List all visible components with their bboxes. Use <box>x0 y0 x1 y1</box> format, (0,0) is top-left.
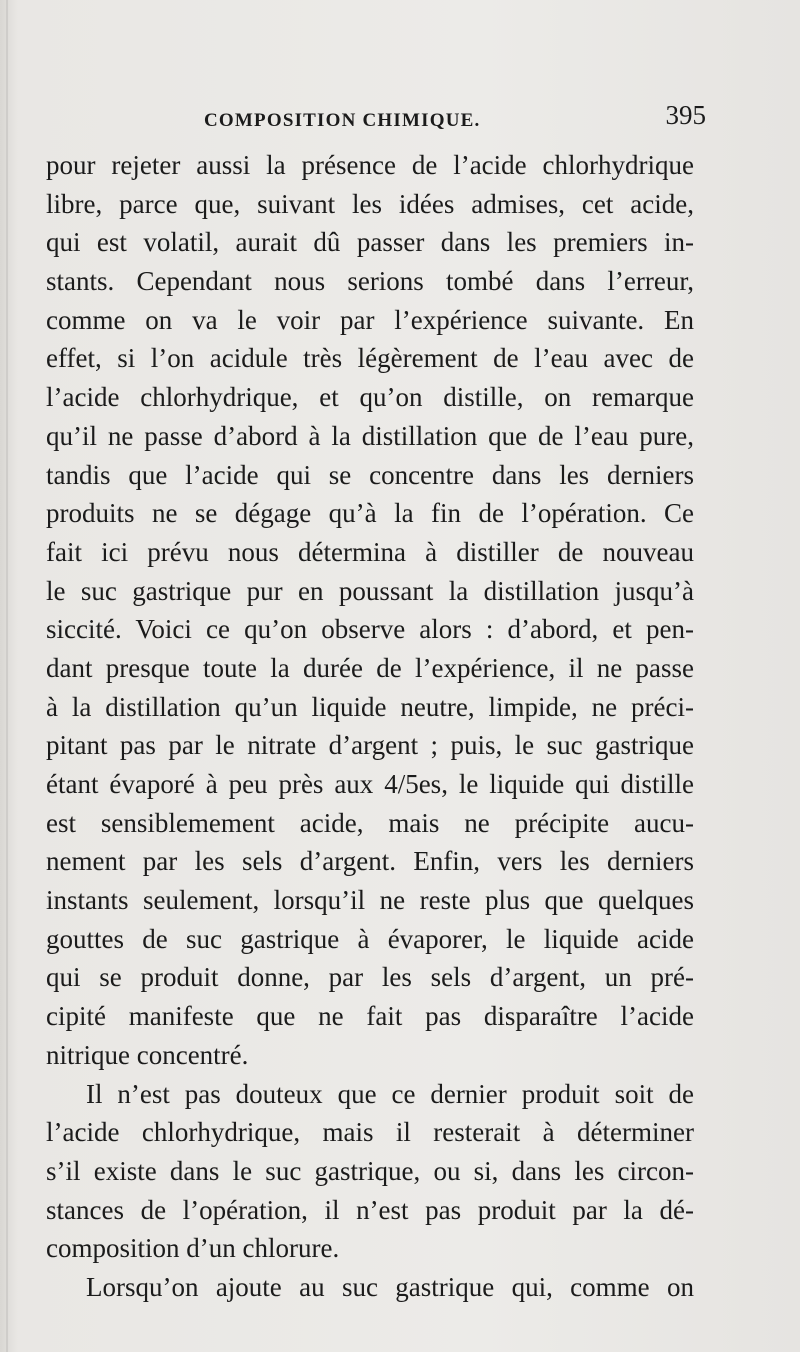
text-line: Lorsqu’on ajoute au suc gastrique qui, comme on <box>86 1271 694 1302</box>
text-line: l’acide chlorhydrique, mais il resterait à déterminer <box>46 1117 694 1148</box>
text-line: cipité manifeste que ne fait pas disparaître l’acide <box>46 1001 694 1032</box>
text-line: fait ici prévu nous détermina à distiller de nouveau <box>46 536 694 567</box>
text-line: étant évaporé à peu près aux 4/5es, le liquide qui distille <box>46 769 694 799</box>
text-line: gouttes de suc gastrique à évaporer, le liquide acide <box>46 923 694 954</box>
text-line: composition d’un chlorure. <box>46 1233 340 1264</box>
text-line: instants seulement, lorsqu’il ne reste plus que quelques <box>46 885 694 916</box>
text-line: siccité. Voici ce qu’on observe alors : d’abord, et pen- <box>46 614 694 645</box>
text-line: est sensiblemement acide, mais ne précipite aucu- <box>46 807 694 838</box>
text-line: effet, si l’on acidule très légèrement de l’eau avec de <box>46 343 694 374</box>
text-line: dant presque toute la durée de l’expérience, il ne passe <box>46 652 694 683</box>
text-line: qui est volatil, aurait dû passer dans les premiers in- <box>46 227 694 258</box>
text-line: pour rejeter aussi la présence de l’acide chlorhydrique <box>46 150 694 180</box>
text-line: stants. Cependant nous serions tombé dans l’erreur, <box>46 266 694 297</box>
text-line: nement par les sels d’argent. Enfin, vers les derniers <box>46 846 694 877</box>
text-line: qu’il ne passe d’abord à la distillation que de l’eau pure, <box>46 420 694 451</box>
text-line: produits ne se dégage qu’à la fin de l’opération. Ce <box>46 498 694 529</box>
text-line: l’acide chlorhydrique, et qu’on distille, on remarque <box>46 382 694 413</box>
page-number: 395 <box>665 100 706 130</box>
text-line: nitrique concentré. <box>46 1039 249 1070</box>
page-gutter <box>6 0 8 1352</box>
text-line: pitant pas par le nitrate d’argent ; puis, le suc gastrique <box>46 730 694 761</box>
text-line: Il n’est pas douteux que ce dernier produit soit de <box>86 1078 694 1109</box>
text-line: qui se produit donne, par les sels d’argent, un pré- <box>46 962 694 993</box>
body-text <box>46 146 694 1307</box>
text-line: le suc gastrique pur en poussant la distillation jusqu’à <box>46 575 694 606</box>
text-line: libre, parce que, suivant les idées admises, cet acide, <box>46 188 694 219</box>
text-line: tandis que l’acide qui se concentre dans les derniers <box>46 459 694 490</box>
page-header <box>40 96 730 136</box>
text-line: comme on va le voir par l’expérience suivante. En <box>46 304 694 335</box>
text-line: à la distillation qu’un liquide neutre, limpide, ne préci- <box>46 691 694 722</box>
text-line: stances de l’opération, il n’est pas produit par la dé- <box>46 1194 694 1225</box>
text-line: s’il existe dans le suc gastrique, ou si, dans les circon- <box>46 1155 694 1186</box>
running-head: COMPOSITION CHIMIQUE. <box>204 110 481 131</box>
